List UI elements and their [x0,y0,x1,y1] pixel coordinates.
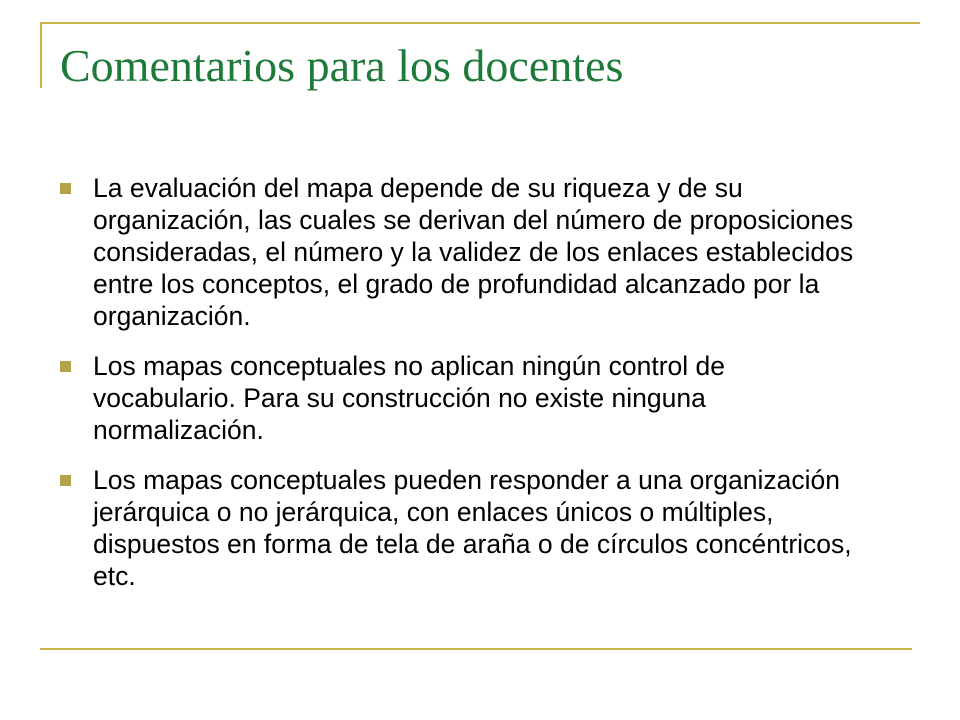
bullet-item-vocabulario [60,350,860,446]
square-bullet-icon [60,183,71,194]
slide-title: Comentarios para los docentes [60,40,624,91]
bullet-list [60,172,860,610]
bullet-text: Los mapas conceptuales no aplican ningún control de vocabulario. Para su construcción no existe ninguna normalización. [93,351,726,445]
square-bullet-icon [60,361,71,372]
frame-bottom-line [40,648,912,650]
square-bullet-icon [60,475,71,486]
frame-top-line [40,22,920,24]
frame-left-line [40,22,42,88]
bullet-text: La evaluación del mapa depende de su riqueza y de su organización, las cuales se derivan del número de proposiciones consideradas, el número y la validez de los enlaces establecidos entre los conceptos, el grado de profundidad alcanzado por la organización. [93,173,854,331]
bullet-text: Los mapas conceptuales pueden responder a una organización jerárquica o no jerárquica, con enlaces únicos o múltiples, dispuestos en forma de tela de araña o de círculos concéntricos, etc. [93,465,852,591]
bullet-item-organizacion [60,464,860,592]
bullet-item-evaluacion [60,172,860,332]
